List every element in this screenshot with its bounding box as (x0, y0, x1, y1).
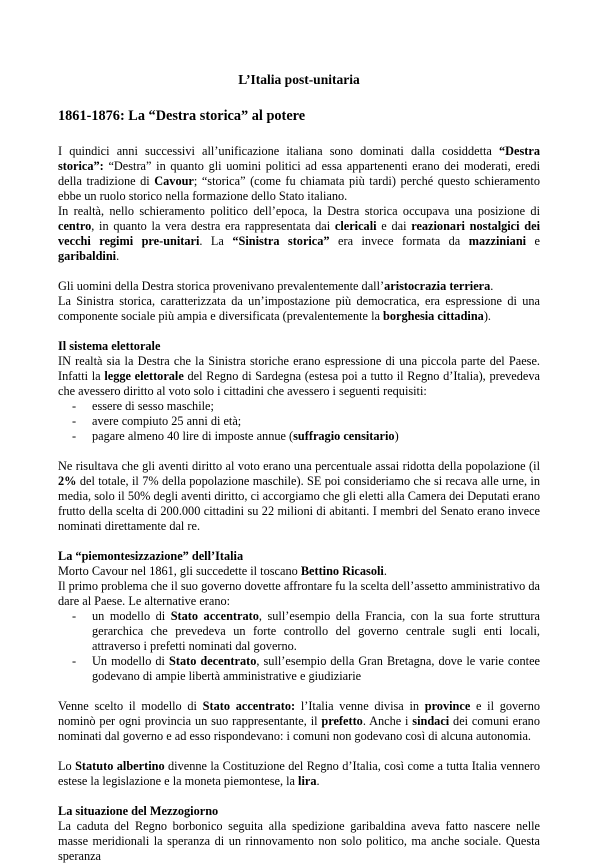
text-run: Un modello di (92, 654, 170, 668)
text-run: un modello di (92, 609, 171, 623)
text-run: , sull’esempio della Gran Bretagna, dove le varie contee godevano di ampie libertà amministrative e giudiziarie (92, 654, 540, 683)
paragraph-assetto-amministrativo (58, 579, 540, 609)
section-heading-destra-storica: 1861-1876: La “Destra storica” al potere (58, 108, 306, 124)
text-run: Il primo problema che il suo governo dovette affrontare fu la scelta dell’assetto amministrativo da dare al Paese. Le alternative erano: (58, 579, 540, 608)
text-run: . (116, 249, 120, 263)
paragraph-legge-elettorale (58, 354, 540, 399)
text-run: ). (483, 309, 491, 323)
list-item (58, 654, 540, 684)
text-run: . (490, 279, 494, 293)
list-item (58, 414, 540, 429)
list-item (58, 609, 540, 654)
text-run: La Sinistra storica, caratterizzata da un’impostazione più democratica, era espressione di una componente sociale più ampia e diversificata (prevalentemente la (58, 294, 540, 323)
paragraph-percentuale-elettori (58, 459, 540, 534)
bold-text: sindaci (412, 714, 450, 728)
bold-text: legge elettorale (104, 369, 184, 383)
bold-text: lira (298, 774, 317, 788)
text-run: . (316, 774, 320, 788)
text-run: In realtà, nello schieramento politico dell’epoca, la Destra storica occupava una posizione di (58, 204, 540, 218)
text-run: I quindici anni successivi all’unificazione italiana sono dominati dalla cosiddetta (58, 144, 500, 158)
bold-text: Stato decentrato (169, 654, 257, 668)
list-item (58, 429, 540, 444)
bold-text: 2% (58, 474, 77, 488)
bold-text: reazionari nostalgici dei vecchi regimi pre-unitari (58, 219, 540, 248)
text-run: “Destra” in quanto gli uomini politici ad essa appartenenti erano dei moderati, eredi della tradizione di (58, 159, 540, 188)
bold-text: mazziniani (468, 234, 527, 248)
text-run: dei comuni erano nominati dal governo e ad esso rispondevano: i comuni non godevano così di alcuna autonomia. (58, 714, 540, 743)
bold-text: Bettino Ricasoli (300, 564, 384, 578)
text-run: avere compiuto 25 anni di età; (92, 414, 242, 428)
text-run: Gli uomini della Destra storica provenivano prevalentemente dall’ (58, 279, 385, 293)
heading-piemontesizzazione: La “piemontesizzazione” dell’Italia (58, 549, 244, 563)
text-run: e (526, 234, 540, 248)
text-run: Lo (58, 759, 76, 773)
bold-text: Stato accentrato: (202, 699, 296, 713)
text-run: . La (199, 234, 233, 248)
paragraph-aristocrazia (58, 279, 540, 294)
heading-sistema-elettorale: Il sistema elettorale (58, 339, 161, 353)
document-page (58, 60, 540, 864)
bold-text: Stato accentrato (170, 609, 259, 623)
text-run: essere di sesso maschile; (92, 399, 214, 413)
text-run: era invece formata da (329, 234, 469, 248)
list-alternative (58, 609, 540, 684)
text-run: Ne risultava che gli aventi diritto al voto erano una percentuale assai ridotta della popolazione (il (58, 459, 540, 473)
bold-text: Statuto albertino (75, 759, 165, 773)
text-run: pagare almeno 40 lire di imposte annue ( (92, 429, 294, 443)
bold-text: suffragio censitario (293, 429, 395, 443)
paragraph-intro (58, 144, 540, 204)
bold-text: centro (58, 219, 92, 233)
paragraph-ricasoli (58, 564, 540, 579)
bold-text: Cavour (154, 174, 194, 188)
text-run: . (383, 564, 387, 578)
text-run: La caduta del Regno borbonico seguita alla spedizione garibaldina aveva fatto nascere nelle masse meridionali la speranza di un rinnovamento non solo politico, ma anche sociale. Questa speranza (58, 819, 540, 863)
list-item (58, 399, 540, 414)
text-run: IN realtà sia la Destra che la Sinistra storiche erano espressione di una piccola parte del Paese. Infatti la (58, 354, 540, 383)
text-run: Morto Cavour nel 1861, gli succedette il toscano (58, 564, 301, 578)
paragraph-sinistra (58, 294, 540, 324)
bold-text: prefetto (321, 714, 363, 728)
bold-text: “Sinistra storica” (232, 234, 330, 248)
bold-text: garibaldini (58, 249, 117, 263)
text-run: divenne la Costituzione del Regno d’Italia, così come a tutta Italia vennero estese la legislazione e la moneta piemontese, la (58, 759, 541, 788)
text-run: ; “storica” (come fu chiamata più tardi) perché questo schieramento ebbe un ruolo storico nella formazione dello Stato italiano. (58, 174, 540, 203)
text-run: e dai (376, 219, 412, 233)
paragraph-stato-accentrato (58, 699, 540, 744)
bold-text: clericali (334, 219, 377, 233)
text-run: . Anche i (362, 714, 413, 728)
heading-mezzogiorno: La situazione del Mezzogiorno (58, 804, 219, 818)
bold-text: borghesia cittadina (383, 309, 484, 323)
paragraph-statuto-albertino (58, 759, 540, 789)
text-run: del Regno di Sardegna (estesa poi a tutto il Regno d’Italia), prevedeva che avessero diritto al voto solo i cittadini che avessero i seguenti requisiti: (58, 369, 540, 398)
text-run: , in quanto la vera destra era rappresentata dai (91, 219, 335, 233)
text-run: ) (394, 429, 399, 443)
document-title: L’Italia post-unitaria (238, 72, 360, 87)
paragraph-schieramento (58, 204, 540, 264)
text-run: del totale, il 7% della popolazione maschile). SE poi consideriamo che si recava alle urne, in media, solo il 50% degli aventi diritto, ci accorgiamo che gli eletti alla Camera dei Deputati erano frutto della scelta di 200.000 cittadini su 22 milioni di abitanti. I membri del Senato erano invece nominati direttamente dal re. (58, 474, 540, 533)
bold-text: province (424, 699, 471, 713)
text-run: e il governo nominò per ogni provincia un suo rappresentante, il (58, 699, 540, 728)
list-requisiti (58, 399, 540, 444)
bold-text: aristocrazia terriera (384, 279, 491, 293)
text-run: l’Italia venne divisa in (295, 699, 425, 713)
text-run: Venne scelto il modello di (58, 699, 203, 713)
bold-text: “Destra storica”: (58, 144, 540, 173)
text-run: , sull’esempio della Francia, con la sua forte struttura gerarchica che prevedeva un forte controllo del governo centrale sugli enti locali, attraverso i prefetti nominati dal governo. (92, 609, 540, 653)
